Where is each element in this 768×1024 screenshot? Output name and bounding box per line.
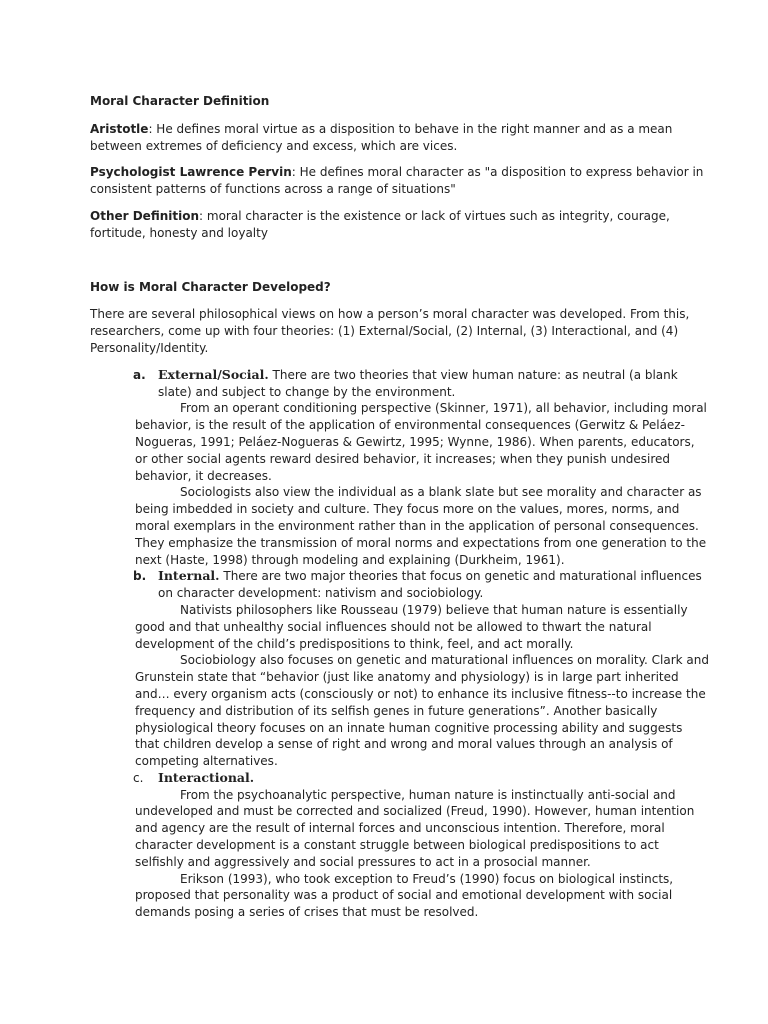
list-item-body	[135, 602, 710, 770]
body-paragraph: From an operant conditioning perspective (Skinner, 1971), all behavior, including moral behavior, is the result of the application of environmental consequences (Gerwitz & Peláez-Nogueras, 1991; Peláez-Nogueras & Gewirtz, 1995; Wynne, 1986). When parents, educators, or other social agents reward desired behavior, it increases; when they punish undesired behavior, it decreases.	[135, 401, 707, 483]
definition-text: : He defines moral character as "a disposition to express behavior in consistent patterns of functions across a range of situations"	[90, 165, 704, 197]
definition-term: Other Definition	[90, 208, 200, 223]
list-item-head	[133, 367, 710, 401]
list-item-title: Interactional.	[158, 769, 255, 785]
body-paragraph: From the psychoanalytic perspective, human nature is instinctually anti-social and undeveloped and must be corrected and socialized (Freud, 1990). However, human intention and agency are the result of internal forces and unconscious intention. Therefore, moral character development is a constant struggle between biological predispositions to act selfishly and aggressively and social pressures to act in a prosocial manner.	[135, 787, 695, 869]
body-paragraph: Sociologists also view the individual as a blank slate but see morality and character as being imbedded in society and culture. They focus more on the values, mores, norms, and moral exemplars in the environment rather than in the application of personal consequences. They emphasize the transmission of moral norms and expectations from one generation to the next (Haste, 1998) through modeling and explaining (Durkheim, 1961).	[135, 485, 707, 567]
body-paragraph: Nativists philosophers like Rousseau (1979) believe that human nature is essentially good and that unhealthy social influences should not be allowed to thwart the natural development of the child’s predispositions to think, feel, and act morally.	[135, 602, 688, 651]
definition-term: Aristotle	[90, 121, 149, 136]
definition-other	[90, 208, 710, 242]
list-item-marker: a.	[133, 367, 146, 382]
definition-text: : He defines moral virtue as a disposition to behave in the right manner and as a mean between extremes of deficiency and excess, which are vices.	[90, 121, 673, 153]
list-item-marker: c.	[133, 770, 144, 785]
list-item-lead: There are two major theories that focus on genetic and maturational influences on character development: nativism and sociobiology.	[158, 569, 702, 601]
list-item-head	[133, 770, 710, 787]
definition-text: : moral character is the existence or lack of virtues such as integrity, courage, fortitude, honesty and loyalty	[90, 208, 670, 240]
definition-term: Psychologist Lawrence Pervin	[90, 165, 292, 180]
body-paragraph: Erikson (1993), who took exception to Freud’s (1990) focus on biological instincts, proposed that personality was a product of social and emotional development with social demands posing a series of crises that must be resolved.	[135, 871, 674, 920]
section-title-development: How is Moral Character Developed?	[90, 279, 331, 294]
list-item-body	[135, 400, 710, 568]
list-item-title: External/Social.	[158, 366, 269, 382]
document-page	[90, 93, 710, 921]
definition-pervin	[90, 164, 710, 198]
list-item-lead: There are two theories that view human nature: as neutral (a blank slate) and subject to change by the environment.	[158, 367, 678, 399]
definition-aristotle	[90, 121, 710, 155]
list-item-external-social	[133, 367, 710, 401]
list-item-body	[135, 787, 710, 921]
list-item-marker: b.	[133, 569, 147, 584]
list-item-head	[133, 568, 710, 602]
section-intro: There are several philosophical views on how a person’s moral character was developed. From this, researchers, come up with four theories: (1) External/Social, (2) Internal, (3) Interactional, and (4) Personality/Identity.	[90, 307, 690, 355]
section-title-definition: Moral Character Definition	[90, 94, 270, 108]
list-item-internal	[133, 568, 710, 602]
list-item-interactional	[133, 770, 710, 787]
body-paragraph: Sociobiology also focuses on genetic and maturational influences on morality. Clark and Grunstein state that “behavior (just like anatomy and physiology) is in large part inherited and… every organism acts (consciously or not) to enhance its inclusive fitness--to increase the frequency and distribution of its selfish genes in future generations”. Another basically physiological theory focuses on an innate human cognitive processing ability and suggests that children develop a sense of right and wrong and moral values through an analysis of competing alternatives.	[135, 653, 709, 769]
list-item-title: Internal.	[158, 568, 220, 584]
